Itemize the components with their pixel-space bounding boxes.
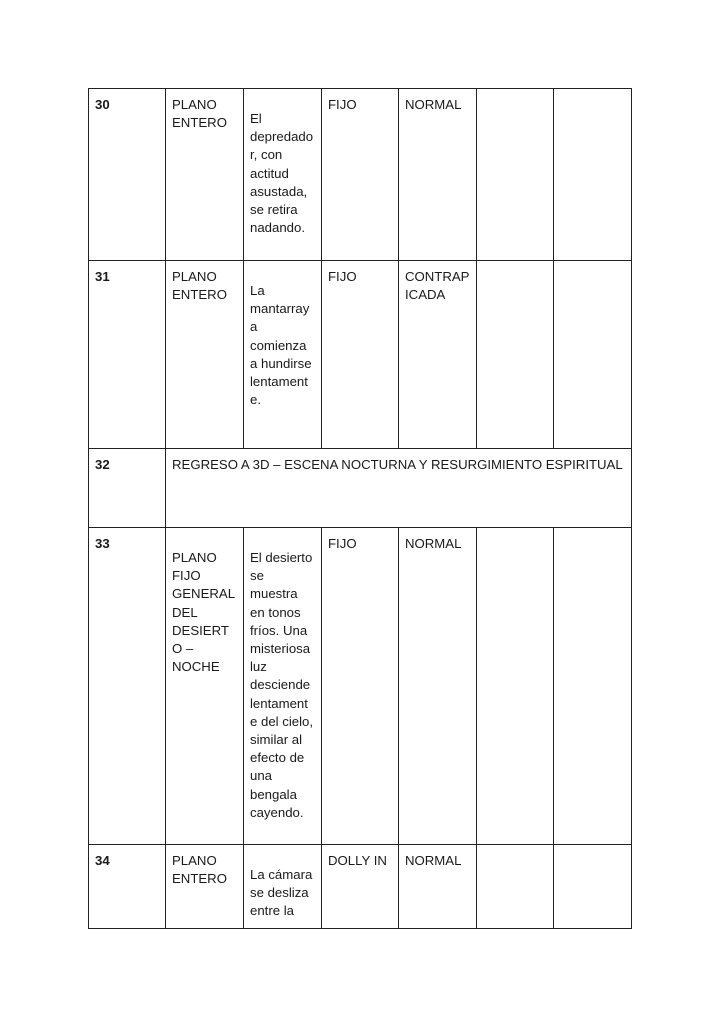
camera-movement: FIJO xyxy=(322,261,399,449)
scene-number: 34 xyxy=(89,845,166,929)
shot-type: PLANO ENTERO xyxy=(166,89,244,261)
table-row xyxy=(89,89,632,261)
scene-number: 33 xyxy=(89,528,166,845)
camera-angle: NORMAL xyxy=(399,89,477,261)
empty-cell xyxy=(554,528,632,845)
section-banner: REGRESO A 3D – ESCENA NOCTURNA Y RESURGIMIENTO ESPIRITUAL xyxy=(166,449,632,528)
camera-movement: FIJO xyxy=(322,528,399,845)
empty-cell xyxy=(477,845,554,929)
table-row xyxy=(89,261,632,449)
camera-angle: NORMAL xyxy=(399,845,477,929)
empty-cell xyxy=(477,528,554,845)
scene-description: La cámara se desliza entre la xyxy=(244,845,322,929)
empty-cell xyxy=(554,845,632,929)
camera-angle: NORMAL xyxy=(399,528,477,845)
table-row xyxy=(89,528,632,845)
shot-type: PLANO ENTERO xyxy=(166,845,244,929)
scene-number: 31 xyxy=(89,261,166,449)
shot-type: PLANO FIJO GENERAL DEL DESIERTO – NOCHE xyxy=(166,528,244,845)
scene-description: El depredador, con actitud asustada, se retira nadando. xyxy=(244,89,322,261)
empty-cell xyxy=(554,261,632,449)
table-row xyxy=(89,449,632,528)
scene-number: 32 xyxy=(89,449,166,528)
scene-number: 30 xyxy=(89,89,166,261)
table-row xyxy=(89,845,632,929)
empty-cell xyxy=(477,261,554,449)
empty-cell xyxy=(477,89,554,261)
shot-type: PLANO ENTERO xyxy=(166,261,244,449)
empty-cell xyxy=(554,89,632,261)
camera-movement: FIJO xyxy=(322,89,399,261)
storyboard-table xyxy=(88,88,632,929)
scene-description: El desierto se muestra en tonos fríos. Una misteriosa luz desciende lentamente del cielo, similar al efecto de una bengala cayendo. xyxy=(244,528,322,845)
scene-description: La mantarraya comienza a hundirse lentamente. xyxy=(244,261,322,449)
camera-movement: DOLLY IN xyxy=(322,845,399,929)
camera-angle: CONTRAPICADA xyxy=(399,261,477,449)
